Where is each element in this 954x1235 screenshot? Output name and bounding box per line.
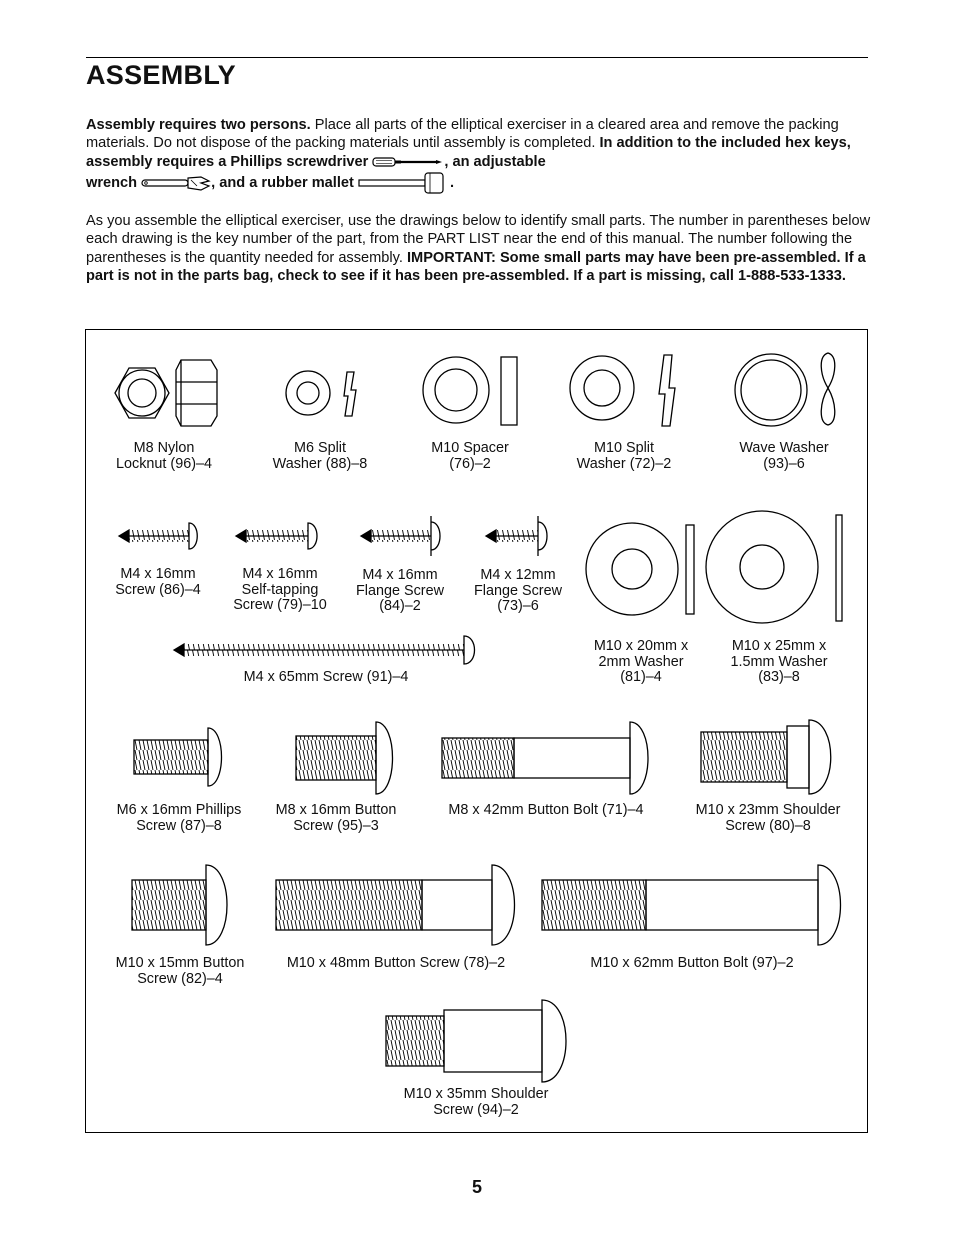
m10x25mm-washer-drawing (706, 511, 842, 623)
m10x48mm-button-screw-drawing (276, 865, 515, 945)
identify-text: As you assemble the elliptical exerciser, use the drawings below to identify small parts. The number in parentheses below each drawing is the key number of the part, from the PART LIST near the end of this manual. The number following the parentheses is the quantity needed for assembly. (86, 213, 871, 266)
part-label-m8x42mm-button-bolt: M8 x 42mm Button Bolt (71)–4 (448, 802, 644, 818)
part-label-m8-nylon-locknut: M8 Nylon Locknut (96)–4 (116, 440, 212, 472)
adjustable-wrench-icon (141, 174, 211, 192)
page-number: 5 (471, 1177, 482, 1197)
intro-bold-1: Assembly requires two persons. (86, 117, 311, 133)
part-label-m4x65mm-screw: M4 x 65mm Screw (91)–4 (243, 669, 409, 685)
intro-paragraph (86, 116, 871, 195)
part-label-m4x16mm-screw: M4 x 16mm Screw (86)–4 (115, 566, 201, 598)
part-label-m6-split-washer: M6 Split Washer (88)–8 (272, 440, 368, 472)
part-label-m10x23mm-shoulder-screw: M10 x 23mm Shoulder Screw (80)–8 (695, 802, 841, 834)
part-label-m10-split-washer: M10 Split Washer (72)–2 (576, 440, 672, 472)
part-label-m4x12mm-flange-screw: M4 x 12mm Flange Screw (73)–6 (474, 567, 562, 615)
identify-important: IMPORTANT: Some small parts may have been pre-assembled. If a part is not in the parts bag, check to see if it has been pre-assembled. If a part is missing, call 1-888-533-1333. (86, 249, 866, 285)
part-label-m10-spacer: M10 Spacer (76)–2 (431, 440, 509, 472)
intro-bold-5: , and a rubber mallet (211, 175, 354, 192)
m10x35mm-shoulder-screw-drawing (386, 1000, 566, 1082)
part-label-wave-washer: Wave Washer (93)–6 (739, 440, 829, 472)
m8-nylon-locknut-drawing (115, 360, 217, 426)
intro-bold-3: , an adjustable (444, 153, 546, 170)
m10x15mm-button-screw-drawing (132, 865, 227, 945)
part-label-m10x20mm-washer: M10 x 20mm x 2mm Washer (81)–4 (593, 638, 689, 686)
m6x16mm-phillips-screw-drawing (134, 728, 222, 786)
m10-split-washer-drawing (570, 355, 675, 426)
part-label-m10x48mm-button-screw: M10 x 48mm Button Screw (78)–2 (286, 955, 506, 971)
part-label-m10x15mm-button-screw: M10 x 15mm Button Screw (82)–4 (115, 955, 245, 987)
intro-bold-4: wrench (86, 175, 138, 192)
m10x20mm-washer-drawing (586, 523, 694, 615)
part-label-m10x25mm-washer: M10 x 25mm x 1.5mm Washer (83)–8 (730, 638, 828, 686)
m10x23mm-shoulder-screw-drawing (701, 720, 831, 794)
m10x62mm-button-bolt-drawing (542, 865, 841, 945)
part-label-m10x62mm-button-bolt: M10 x 62mm Button Bolt (97)–2 (590, 955, 794, 971)
m8x16mm-button-screw-drawing (296, 722, 393, 794)
intro-bold-2: In addition to the included hex keys, assembly requires a Phillips screwdriver (86, 135, 851, 170)
m4x12mm-flange-screw-drawing (486, 516, 547, 556)
m4x16mm-flange-screw-drawing (361, 516, 440, 556)
part-label-m10x35mm-shoulder-screw: M10 x 35mm Shoulder Screw (94)–2 (403, 1086, 549, 1118)
intro-text-1: Place all parts of the elliptical exerciser in a cleared area and remove the packing materials. Do not dispose of the packing materials until assembly is completed. (86, 117, 839, 152)
m6-split-washer-drawing (286, 371, 356, 416)
part-label-m6x16mm-phillips-screw: M6 x 16mm Phillips Screw (87)–8 (116, 802, 242, 834)
screwdriver-icon (372, 156, 444, 168)
m8x42mm-button-bolt-drawing (442, 722, 648, 794)
m4x16mm-self-tapping-screw-drawing (236, 523, 317, 549)
m4x65mm-screw-drawing (174, 636, 475, 664)
page-title: ASSEMBLY (86, 60, 236, 90)
intro-bold-6: . (450, 175, 455, 192)
part-label-m4x16mm-self-tapping-screw: M4 x 16mm Self-tapping Screw (79)–10 (233, 566, 327, 614)
m10-spacer-drawing (423, 357, 517, 425)
top-rule (86, 57, 868, 58)
part-label-m4x16mm-flange-screw: M4 x 16mm Flange Screw (84)–2 (356, 567, 444, 615)
m4x16mm-screw-drawing (119, 523, 197, 549)
part-label-m8x16mm-button-screw: M8 x 16mm Button Screw (95)–3 (275, 802, 397, 834)
wave-washer-drawing (735, 353, 835, 426)
identify-paragraph (86, 212, 871, 286)
rubber-mallet-icon (358, 171, 446, 195)
parts-identification-chart (85, 329, 868, 1133)
